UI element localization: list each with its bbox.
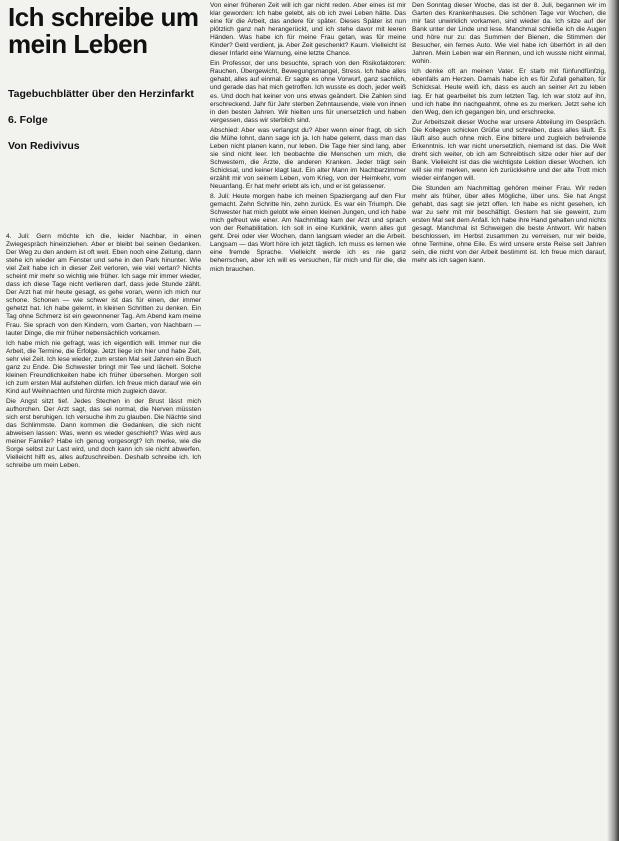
paragraph: Die Stunden am Nachmittag gehören meiner Frau. Wir reden mehr als früher, über alles Mögliche, über uns. Sie hat Angst gehabt, das sagt sie jetzt offen. Ich habe es nicht gesehen, ich war zu sehr mit mir beschäftigt. Gestern hat sie geweint, zum ersten Mal seit dem Anfall. Ich habe ihre Hand gehalten und nichts gesagt. Manchmal ist Schweigen die beste Antwort. Wir haben beschlossen, im Herbst zusammen zu verreisen, nur wir beide, ohne Termine, ohne Eile. Es wird unsere erste Reise seit Jahren sein, die nicht von der Arbeit bestimmt ist. Ich freue mich darauf, mehr als ich sagen kann. — [412, 185, 606, 265]
paragraph: 8. Juli: Heute morgen habe ich meinen Spaziergang auf den Flur gemacht. Zehn Schritte hin, zehn zurück. Es war ein Triumph. Die Schwester hat mich gelobt wie einen kleinen Jungen, und ich habe mich gefreut wie einer. Am Nachmittag kam der Arzt und sprach von der Rehabilitation. Ich soll in eine Kurklinik, wenn alles gut geht. Drei oder vier Wochen, dann langsam wieder an die Arbeit. Langsam — das Wort höre ich jetzt täglich. Ich muss es lernen wie eine fremde Sprache. Vielleicht werde ich es nie ganz beherrschen, aber ich will es versuchen, für mich und für die, die mich brauchen. — [210, 193, 406, 273]
paragraph: 4. Juli: Gern möchte ich die, leider Nachbar, in einen Zwiegespräch hineinziehen. Aber er bleibt bei seinen Gedanken. Der Weg zu den andern ist oft weit. Eben noch eine Zeitung, dann stehe ich wieder am Fenster und sehe in den Park hinunter. Wie viel Zeit habe ich in dieser Zeit verloren, wie viel vertan? Nichts scheint mir mehr so wichtig wie früher. Ich sage mir immer wieder, dass ich diese Tage nicht verlieren darf, dass jede Stunde zählt. Der Arzt hat mir heute gesagt, es gehe voran, wenn ich mich nur schone. Schonen — wie schwer ist das für einen, der immer gehetzt hat. Ich habe gelernt, in kleinen Schritten zu denken. Ein Tag ohne Schmerz ist ein gewonnener Tag. Am Abend kam meine Frau. Sie sprach von den Kindern, vom Garten, von Nachbarn — lauter Dinge, die mir früher nebensächlich vorkamen. — [6, 233, 201, 337]
paragraph: Von einer früheren Zeit will ich gar nicht reden. Aber eines ist mir klar geworden: Ich habe gelebt, als ob ich zwei Leben hätte. Das eine für die Arbeit, das andere für später. Dieses Später ist nun plötzlich ganz nah herangerückt, und ich stehe davor mit leeren Händen. Was habe ich für meine Frau getan, was für meine Kinder? Geld verdient, ja. Aber Zeit geschenkt? Kaum. Vielleicht ist dieser Infarkt eine Warnung, eine letzte Chance. — [210, 2, 406, 58]
article-title: Ich schreibe um mein Leben — [8, 2, 199, 59]
text-column-1 — [6, 233, 201, 833]
text-column-3 — [412, 2, 606, 836]
text-column-2 — [210, 2, 406, 836]
author-byline: Von Redivivus — [8, 140, 80, 152]
paragraph: Ein Professor, der uns besuchte, sprach von den Risikofaktoren: Rauchen, Übergewicht, Bewegungsmangel, Stress. Ich habe alles gehabt, alles auf einmal. Er sagte es ohne Vorwurf, ganz sachlich, und gerade das hat mich getroffen. Ich wusste es doch, jeder weiß es. Und doch hat keiner von uns etwas geändert. Die Zahlen sind erschreckend. Jahr für Jahr sterben Zehntausende, viele von ihnen in den besten Jahren. Wir hielten uns für unersetzlich und haben vergessen, dass wir sterblich sind. — [210, 60, 406, 124]
paragraph: Ich habe mich nie gefragt, was ich eigentlich will. Immer nur die Arbeit, die Termine, die Erfolge. Jetzt liege ich hier und habe Zeit, sehr viel Zeit. Ich lese wieder, zum ersten Mal seit Jahren ein Buch ganz zu Ende. Die Schwester bringt mir Tee und lächelt. Solche kleinen Freundlichkeiten habe ich früher übersehen. Morgen soll ich zum ersten Mal aufstehen dürfen. Ich freue mich darauf wie ein Kind auf Weihnachten und fürchte mich zugleich davor. — [6, 339, 201, 395]
article-subtitle: Tagebuchblätter über den Herzinfarkt — [8, 88, 194, 100]
page-edge-shadow — [607, 0, 619, 841]
paragraph: Abschied: Aber was verlangst du? Aber wenn einer fragt, ob sich die Mühe lohnt, dann sage ich ja. Ich habe gelernt, dass man das Leben nicht planen kann, nur leben. Die Tage hier sind lang, aber sie sind nicht leer. Ich beobachte die Menschen um mich, die Schwestern, die Ärzte, die anderen Kranken. Jeder trägt sein Schicksal, und keiner klagt laut. Ein alter Mann im Nachbarzimmer erzählt mir von seinem Leben, vom Krieg, von der Heimkehr, vom Neuanfang. Er hat mehr erlebt als ich, und er ist gelassener. — [210, 126, 406, 191]
paragraph: Zur Arbeitszeit dieser Woche war unsere Abteilung im Gespräch. Die Kollegen schicken Grüße und schreiben, dass alles läuft. Es läuft also auch ohne mich. Eine bittere und zugleich befreiende Erkenntnis. Ich war nicht unersetzlich, niemand ist das. Die Welt dreht sich weiter, ob ich am Schreibtisch sitze oder hier auf der Bank. Vielleicht ist das die wichtigste Lektion dieser Wochen. Ich will sie mir merken, wenn ich zurückkehre und der alte Trott mich wieder einfangen will. — [412, 118, 606, 182]
paragraph: Ich denke oft an meinen Vater. Er starb mit fünfundfünfzig, ebenfalls am Herzen. Damals habe ich es für Zufall gehalten, für Schicksal. Heute weiß ich, dass es auch an seiner Art zu leben lag. Er hat gearbeitet bis zum letzten Tag. Ich war stolz auf ihn, und ich habe ihn nachgeahmt, ohne es zu merken. Jetzt sehe ich den Weg, den ich gegangen bin, und erschrecke. — [412, 68, 606, 116]
series-label: 6. Folge — [8, 114, 48, 126]
paragraph: Den Sonntag dieser Woche, das ist der 8. Juli, begannen wir im Garten des Krankenhauses. Die schönen Tage vor Wochen, die mir fast unwirklich vorkamen, sind wieder da. Ich sitze auf der Bank unter der Linde und lese. Manchmal schließe ich die Augen und höre nur zu: das Summen der Bienen, die Stimmen der Besucher, ein fernes Auto. Wie viel habe ich überhört in all den Jahren. Mein Leben war ein Rennen, und ich wusste nicht einmal, wohin. — [412, 2, 606, 66]
paragraph: Die Angst sitzt tief. Jedes Stechen in der Brust lässt mich aufhorchen. Der Arzt sagt, das sei normal, die Nerven müssten sich erst beruhigen. Ich versuche ihm zu glauben. Die Nächte sind das Schlimmste. Dann kommen die Gedanken, die sich nicht abweisen lassen: Was, wenn es wieder geschieht? Was wird aus meiner Familie? Habe ich genug vorgesorgt? Ich merke, wie die Sorge selbst zur Last wird, und doch kann ich sie nicht abwerfen. Vielleicht hilft es, alles aufzuschreiben. Deshalb schreibe ich. Ich schreibe um mein Leben. — [6, 397, 201, 470]
